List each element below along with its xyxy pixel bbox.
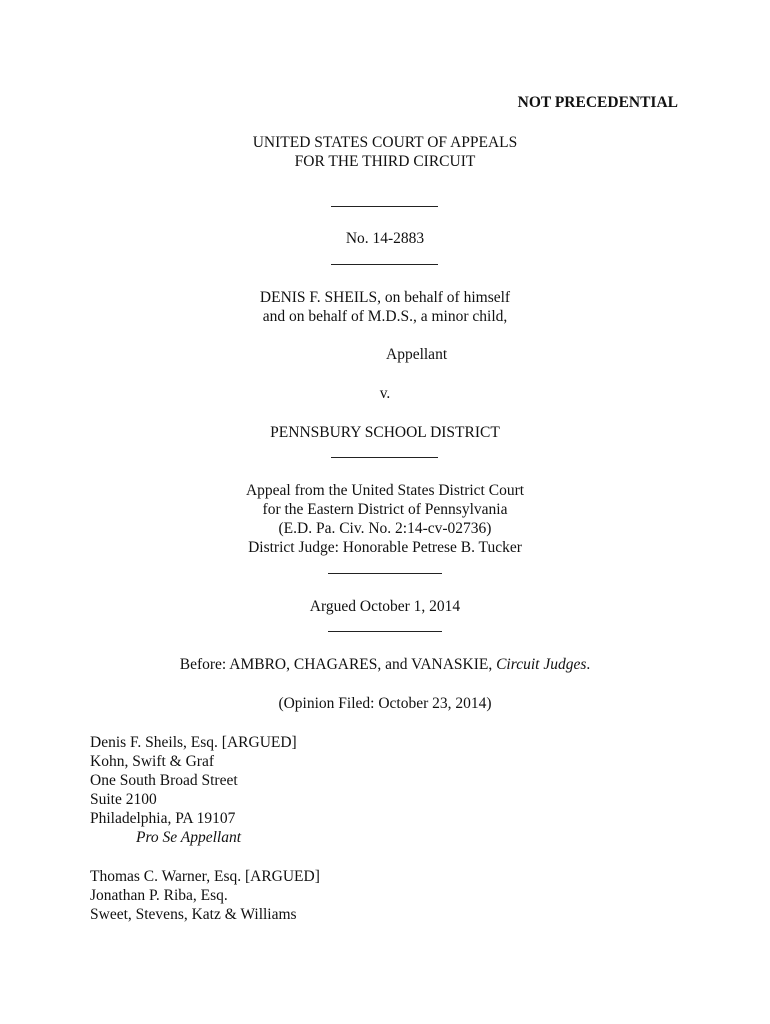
separator-rule — [328, 631, 442, 632]
case-number: No. 14-2883 — [345, 230, 425, 247]
counsel-appellant-role: Pro Se Appellant — [136, 829, 242, 846]
court-name-line1: UNITED STATES COURT OF APPEALS — [252, 134, 518, 151]
counsel-appellee-name: Thomas C. Warner, Esq. [ARGUED] — [90, 868, 320, 885]
counsel-appellant-city: Philadelphia, PA 19107 — [90, 810, 236, 827]
panel-title: Circuit Judges — [496, 656, 587, 673]
panel-line — [0, 655, 770, 674]
separator-rule — [331, 457, 438, 458]
counsel-appellant-suite: Suite 2100 — [90, 791, 157, 808]
opinion-filed-date: (Opinion Filed: October 23, 2014) — [278, 695, 492, 712]
counsel-appellant-street: One South Broad Street — [90, 772, 238, 789]
appeal-from-line1: Appeal from the United States District Court — [245, 482, 525, 499]
versus: v. — [379, 385, 391, 402]
district-judge: District Judge: Honorable Petrese B. Tucker — [248, 539, 522, 556]
counsel-appellee-name-2: Jonathan P. Riba, Esq. — [90, 887, 228, 904]
separator-rule — [328, 573, 442, 574]
appellant-line2: and on behalf of M.D.S., a minor child, — [262, 308, 508, 325]
court-name-line2: FOR THE THIRD CIRCUIT — [294, 153, 476, 170]
appellant-role: Appellant — [386, 346, 448, 363]
appeal-from-line2: for the Eastern District of Pennsylvania — [262, 501, 508, 518]
appellant-line1: DENIS F. SHEILS, on behalf of himself — [259, 289, 511, 306]
counsel-appellant-firm: Kohn, Swift & Graf — [90, 753, 214, 770]
panel-suffix: . — [586, 656, 591, 673]
argued-date: Argued October 1, 2014 — [309, 598, 461, 615]
separator-rule — [331, 206, 438, 207]
precedential-status: NOT PRECEDENTIAL — [517, 94, 678, 111]
panel-judges: Before: AMBRO, CHAGARES, and VANASKIE, — [179, 656, 497, 673]
counsel-appellee-firm: Sweet, Stevens, Katz & Williams — [90, 906, 297, 923]
counsel-appellant-name: Denis F. Sheils, Esq. [ARGUED] — [90, 734, 297, 751]
separator-rule — [331, 264, 438, 265]
appellee-name: PENNSBURY SCHOOL DISTRICT — [270, 424, 500, 441]
appeal-from-line3: (E.D. Pa. Civ. No. 2:14-cv-02736) — [278, 520, 492, 537]
